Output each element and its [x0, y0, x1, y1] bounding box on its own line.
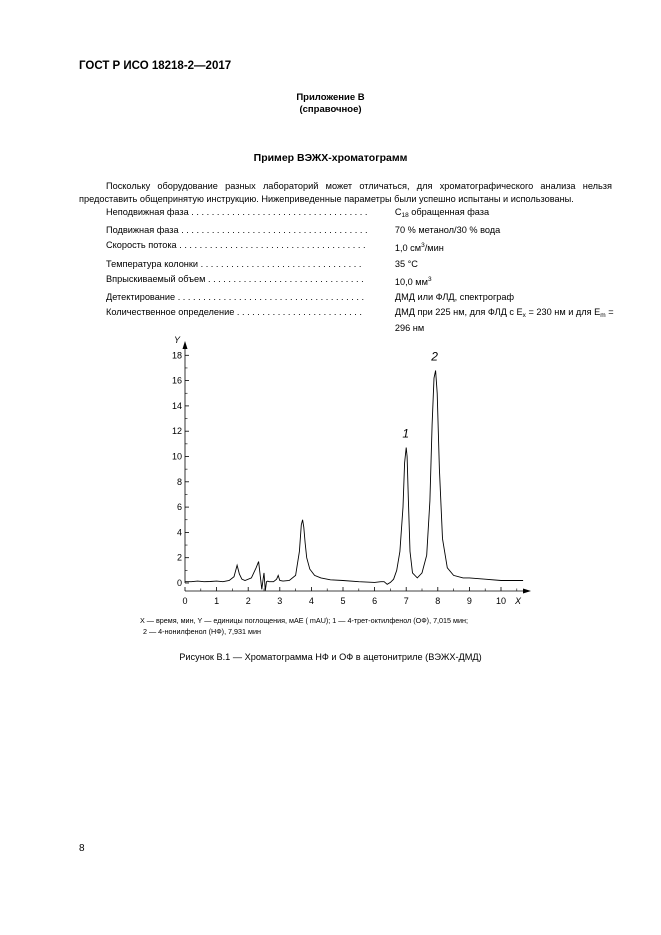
param-leader-dots: . . . . . . . . . . . . . . . . . . . . . . . . . . . . . . . . — [198, 258, 362, 269]
param-leader-dots: . . . . . . . . . . . . . . . . . . . . . . . . . . . . . . . . . . . . . — [178, 225, 368, 236]
x-tick-label: 2 — [245, 596, 251, 606]
param-label: Неподвижная фаза — [106, 207, 189, 217]
param-value: 10,0 $мм^3$ — [394, 275, 432, 287]
appendix-title: Приложение В — [296, 92, 365, 103]
legend-line-1: X — время, мин, Y — единицы поглощения, мАЕ ( mAU); 1 — 4-трет-октилфенол (ОФ), 7,015 мин; — [140, 616, 468, 625]
page-number: 8 — [79, 843, 85, 854]
parameters-list — [106, 205, 616, 334]
param-leader-dots: . . . . . . . . . . . . . . . . . . . . . . . . . . . . . . . — [205, 273, 364, 284]
param-label: Температура колонки — [106, 258, 199, 269]
param-label: Количественное определение — [106, 307, 235, 318]
param-row — [106, 238, 616, 256]
param-row — [106, 290, 616, 305]
chromatogram-series-line — [185, 371, 523, 591]
param-row — [106, 257, 616, 272]
y-tick-label: 4 — [176, 527, 182, 538]
y-tick-label: 12 — [171, 426, 182, 437]
param-value: 70 % метанол/30 % вода — [394, 225, 501, 236]
param-label: Впрыскиваемый объем — [106, 273, 206, 284]
document-header: ГОСТ Р ИСО 18218-2—2017 — [79, 60, 232, 72]
figure-caption: Рисунок В.1 — Хроматограмма НФ и ОФ в ацетонитриле (ВЭЖХ-ДМД) — [179, 652, 482, 662]
legend-line-2: 2 — 4-нонилфенол (НФ), 7,931 мин — [143, 627, 261, 636]
section-title: Пример ВЭЖХ-хроматограмм — [253, 152, 408, 164]
param-value: ДМД при 225 нм, для ФЛД с $Е_x = 230$ нм и для $Е_m = 296$ нм — [394, 307, 614, 334]
param-label: Детектирование — [106, 292, 176, 303]
y-axis-arrow — [183, 341, 188, 349]
param-value: $С_{18}$ обращенная фаза — [394, 207, 490, 219]
x-tick-label: 5 — [340, 596, 346, 606]
x-axis-arrow — [523, 589, 531, 594]
y-tick-label: 2 — [176, 552, 182, 563]
y-tick-label: 8 — [176, 476, 182, 487]
param-leader-dots: . . . . . . . . . . . . . . . . . . . . . . . . . . . . . . . . . . . . . — [175, 292, 365, 303]
x-tick-label: 7 — [403, 596, 409, 606]
x-tick-label: 6 — [372, 596, 378, 606]
param-label: Скорость потока — [106, 240, 177, 251]
x-tick-label: 4 — [308, 596, 314, 606]
y-tick-label: 14 — [171, 400, 182, 411]
param-value: 1,0 $см^3$/мин — [394, 242, 444, 254]
y-tick-label: 16 — [171, 375, 182, 386]
x-tick-label: 10 — [495, 596, 507, 606]
y-tick-label: 18 — [171, 350, 182, 361]
x-tick-label: 9 — [466, 596, 472, 606]
appendix-heading — [0, 92, 661, 116]
x-tick-label: 8 — [435, 596, 441, 606]
y-tick-label: 6 — [176, 502, 182, 513]
peak-label: 1 — [402, 426, 410, 441]
param-row — [106, 223, 616, 238]
param-leader-dots: . . . . . . . . . . . . . . . . . . . . . . . . . — [234, 307, 362, 318]
param-leader-dots: . . . . . . . . . . . . . . . . . . . . . . . . . . . . . . . . . . . . . — [176, 240, 366, 251]
chromatogram-chart — [150, 328, 540, 612]
param-value: ДМД или ФЛД, спектрограф — [394, 292, 515, 303]
x-tick-label: 3 — [277, 596, 283, 606]
y-tick-label: 0 — [176, 578, 182, 588]
param-label: Подвижная фаза — [106, 225, 179, 236]
chart-axes — [171, 335, 531, 606]
param-value: 35 °С — [394, 258, 418, 269]
peak-label: 2 — [431, 349, 438, 364]
x-axis-label: X — [515, 596, 522, 606]
y-tick-label: 10 — [171, 451, 182, 462]
param-leader-dots: . . . . . . . . . . . . . . . . . . . . . . . . . . . . . . . . . . . — [188, 207, 368, 217]
appendix-subtitle: (справочное) — [299, 104, 362, 115]
y-axis-label: Y — [174, 335, 181, 345]
figure-legend — [140, 615, 560, 637]
param-row — [106, 272, 616, 290]
x-tick-label: 0 — [182, 596, 188, 606]
x-tick-label: 1 — [214, 596, 220, 606]
param-row — [106, 205, 616, 223]
intro-paragraph: Поскольку оборудование разных лабораторий может отличаться, для хроматографического анализа нельзя предоставить общепринятую инструкцию. Нижеприведенные параметры были успешно испытаны и использованы. — [79, 181, 612, 204]
